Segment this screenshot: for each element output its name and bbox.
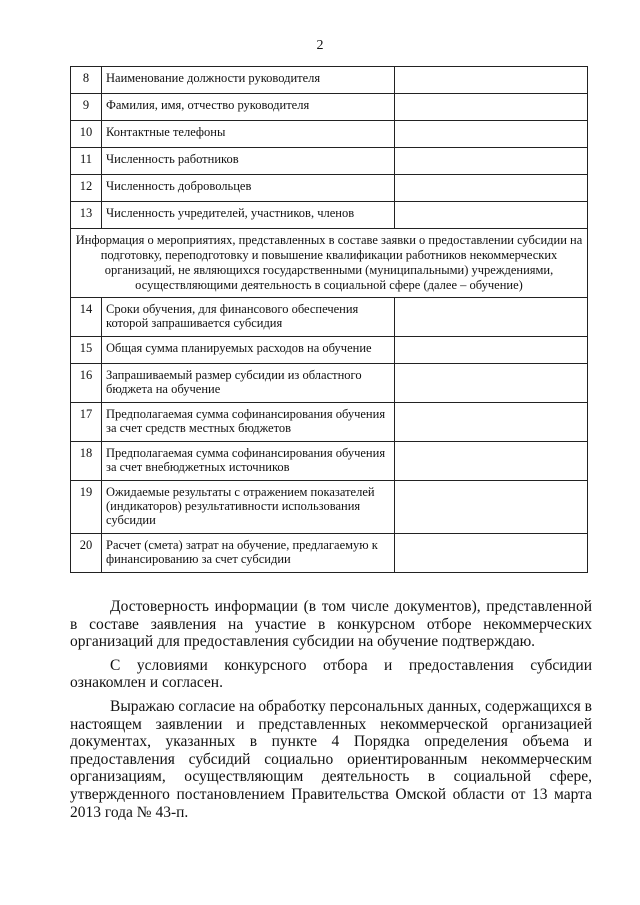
row-label: Численность учредителей, участников, членов bbox=[102, 202, 395, 229]
declaration-text bbox=[70, 598, 592, 827]
table-row bbox=[71, 481, 588, 534]
paragraph-conditions: С условиями конкурсного отбора и предоставления субсидии ознакомлен и согласен. bbox=[70, 656, 592, 692]
table-row bbox=[71, 67, 588, 94]
row-number: 9 bbox=[71, 94, 102, 121]
row-value-cell[interactable] bbox=[395, 148, 588, 175]
paragraph-authenticity: Достоверность информации (в том числе документов), представленной в составе заявления на участие в конкурсном отборе некоммерческих организаций для предоставления субсидии на обучение подтверждаю. bbox=[70, 598, 592, 651]
page-number: 2 bbox=[316, 38, 324, 53]
row-value-cell[interactable] bbox=[395, 481, 588, 534]
row-value-cell[interactable] bbox=[395, 534, 588, 573]
application-form-table bbox=[70, 66, 588, 573]
table-row bbox=[71, 442, 588, 481]
row-number: 8 bbox=[71, 67, 102, 94]
table-row bbox=[71, 148, 588, 175]
row-label: Общая сумма планируемых расходов на обучение bbox=[102, 337, 395, 364]
row-number: 17 bbox=[71, 403, 102, 442]
row-number: 16 bbox=[71, 364, 102, 403]
row-number: 11 bbox=[71, 148, 102, 175]
row-label: Запрашиваемый размер субсидии из областного бюджета на обучение bbox=[102, 364, 395, 403]
table-row bbox=[71, 364, 588, 403]
row-number: 18 bbox=[71, 442, 102, 481]
row-number: 14 bbox=[71, 298, 102, 337]
row-value-cell[interactable] bbox=[395, 67, 588, 94]
row-value-cell[interactable] bbox=[395, 298, 588, 337]
table-row bbox=[71, 202, 588, 229]
row-value-cell[interactable] bbox=[395, 403, 588, 442]
row-label: Расчет (смета) затрат на обучение, предлагаемую к финансированию за счет субсидии bbox=[102, 534, 395, 573]
table-row bbox=[71, 534, 588, 573]
row-number: 20 bbox=[71, 534, 102, 573]
row-label: Ожидаемые результаты с отражением показателей (индикаторов) результативности использования субсидии bbox=[102, 481, 395, 534]
row-label: Наименование должности руководителя bbox=[102, 67, 395, 94]
row-value-cell[interactable] bbox=[395, 442, 588, 481]
section-header: Информация о мероприятиях, представленных в составе заявки о предоставлении субсидии на подготовку, переподготовку и повышение квалификации работников некоммерческих организаций, не являющихся государственными (муниципальными) учреждениями, осуществляющими деятельность в социальной сфере (далее – обучение) bbox=[71, 229, 588, 298]
table-row bbox=[71, 298, 588, 337]
row-label: Численность добровольцев bbox=[102, 175, 395, 202]
row-number: 10 bbox=[71, 121, 102, 148]
row-label: Фамилия, имя, отчество руководителя bbox=[102, 94, 395, 121]
row-number: 19 bbox=[71, 481, 102, 534]
row-number: 15 bbox=[71, 337, 102, 364]
row-value-cell[interactable] bbox=[395, 364, 588, 403]
section-header-row bbox=[71, 229, 588, 298]
row-number: 12 bbox=[71, 175, 102, 202]
row-label: Численность работников bbox=[102, 148, 395, 175]
row-value-cell[interactable] bbox=[395, 94, 588, 121]
row-value-cell[interactable] bbox=[395, 175, 588, 202]
row-value-cell[interactable] bbox=[395, 202, 588, 229]
table-row bbox=[71, 337, 588, 364]
row-value-cell[interactable] bbox=[395, 121, 588, 148]
table-row bbox=[71, 403, 588, 442]
row-label: Контактные телефоны bbox=[102, 121, 395, 148]
table-row bbox=[71, 94, 588, 121]
row-value-cell[interactable] bbox=[395, 337, 588, 364]
row-number: 13 bbox=[71, 202, 102, 229]
table-row bbox=[71, 175, 588, 202]
table-row bbox=[71, 121, 588, 148]
row-label: Сроки обучения, для финансового обеспечения которой запрашивается субсидия bbox=[102, 298, 395, 337]
paragraph-personal-data-consent: Выражаю согласие на обработку персональных данных, содержащихся в настоящем заявлении и представленных некоммерческой организацией документах, указанных в пункте 4 Порядка определения объема и предоставления субсидий социально ориентированным некоммерческим организациям, осуществляющим деятельность в социальной сфере, утвержденного постановлением Правительства Омской области от 13 марта 2013 года № 43-п. bbox=[70, 697, 592, 821]
row-label: Предполагаемая сумма софинансирования обучения за счет внебюджетных источников bbox=[102, 442, 395, 481]
row-label: Предполагаемая сумма софинансирования обучения за счет средств местных бюджетов bbox=[102, 403, 395, 442]
